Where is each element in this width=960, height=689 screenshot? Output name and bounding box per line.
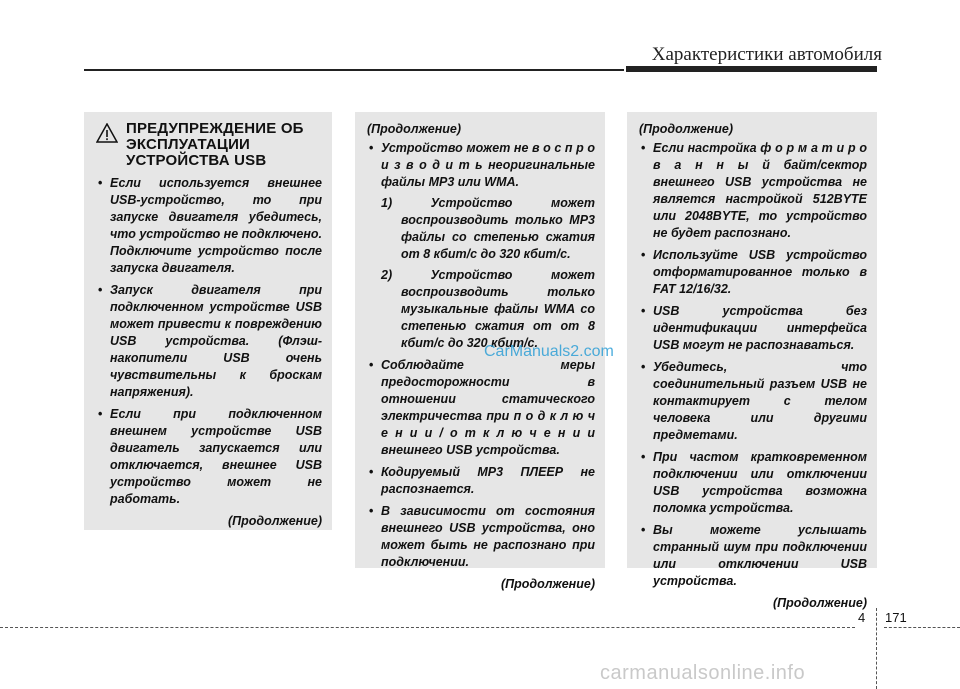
sub-list-item: 2) Устройство может воспроизводить только музыкальные файлы WMA со степенью сжатия от от 8 кбит/с до 320 кбит/с. bbox=[381, 268, 595, 350]
info-list bbox=[639, 140, 867, 590]
header-rule-thick bbox=[626, 66, 877, 72]
list-item: • Кодируемый MP3 ПЛЕЕР не распознается. bbox=[367, 464, 595, 498]
list-item: • При частом кратковременном подключении или отключении USB устройства возможна поломка устройства. bbox=[639, 449, 867, 517]
warning-title-line-1: ПРЕДУПРЕЖДЕНИЕ ОБ bbox=[126, 120, 304, 137]
warning-header bbox=[96, 121, 322, 169]
warning-box bbox=[84, 112, 332, 530]
list-item bbox=[367, 140, 595, 352]
warning-title-line-2: ЭКСПЛУАТАЦИИ bbox=[126, 136, 251, 153]
footer-separator bbox=[876, 608, 877, 689]
sub-list bbox=[381, 195, 595, 352]
list-item: • Используйте USB устройство отформатированное только в FAT 12/16/32. bbox=[639, 247, 867, 298]
list-item: • Если настройка ф о р м а т и р о в а н н ы й байт/сектор внешнего USB устройства не является настройкой 512BYTE или 2048BYTE, то устройство не будет распознано. bbox=[639, 140, 867, 242]
list-item: • Соблюдайте меры предосторожности в отношении статического электричества при п о д к л ю ч е н и и / о т к л ю ч е н и и внешнего USB устройства. bbox=[367, 357, 595, 459]
warning-triangle-icon bbox=[96, 121, 126, 148]
list-item: • Если при подключенном внешнем устройстве USB двигатель запускается или отключается, внешнее USB устройство может не работать. bbox=[96, 406, 322, 508]
header-rule bbox=[84, 69, 624, 71]
info-box-middle bbox=[355, 112, 605, 591]
continued-label: (Продолжение) bbox=[772, 596, 867, 610]
list-item-text: Устройство может не в о с п р о и з в о д и т ь неоригинальные файлы MP3 или WMA. bbox=[381, 141, 595, 189]
list-item: • Если используется внешнее USB-устройство, то при запуске двигателя убедитесь, что устройство не подключено. Подключите устройство после запуска двигателя. bbox=[96, 175, 322, 277]
list-item: • Вы можете услышать странный шум при подключении или отключении USB устройства. bbox=[639, 522, 867, 590]
site-watermark: carmanualsonline.info bbox=[600, 662, 806, 684]
list-item: • Убедитесь, что соединительный разъем USB не контактирует с телом человека или другими предметами. bbox=[639, 359, 867, 444]
continued-label: (Продолжение) bbox=[500, 577, 595, 591]
page-number: 171 bbox=[885, 610, 907, 625]
sub-list-item: 1) Устройство может воспроизводить только MP3 файлы со степенью сжатия от 8 кбит/с до 320 кбит/с. bbox=[381, 196, 595, 261]
continued-label: (Продолжение) bbox=[227, 514, 322, 528]
footer-rule-right bbox=[884, 627, 960, 628]
continued-label-top: (Продолжение) bbox=[367, 122, 462, 136]
chapter-number: 4 bbox=[858, 610, 866, 625]
footer-rule bbox=[0, 627, 855, 628]
warning-title bbox=[126, 121, 304, 169]
page-header-title: Характеристики автомобиля bbox=[651, 44, 882, 65]
info-box-right bbox=[627, 112, 877, 610]
continued-label-top: (Продолжение) bbox=[639, 122, 734, 136]
warning-title-line-3: УСТРОЙСТВА USB bbox=[126, 152, 267, 169]
list-item: • USB устройства без идентификации интерфейса USB могут не распознаваться. bbox=[639, 303, 867, 354]
list-item: • В зависимости от состояния внешнего USB устройства, оно может быть не распознано при подключении. bbox=[367, 503, 595, 571]
watermark-text: CarManuals2.com bbox=[484, 343, 614, 360]
list-item: • Запуск двигателя при подключенном устройстве USB может привести к повреждению USB устройства. (Флэш-накопители USB очень чувствительны к броскам напряжения). bbox=[96, 282, 322, 401]
warning-list bbox=[96, 175, 322, 508]
